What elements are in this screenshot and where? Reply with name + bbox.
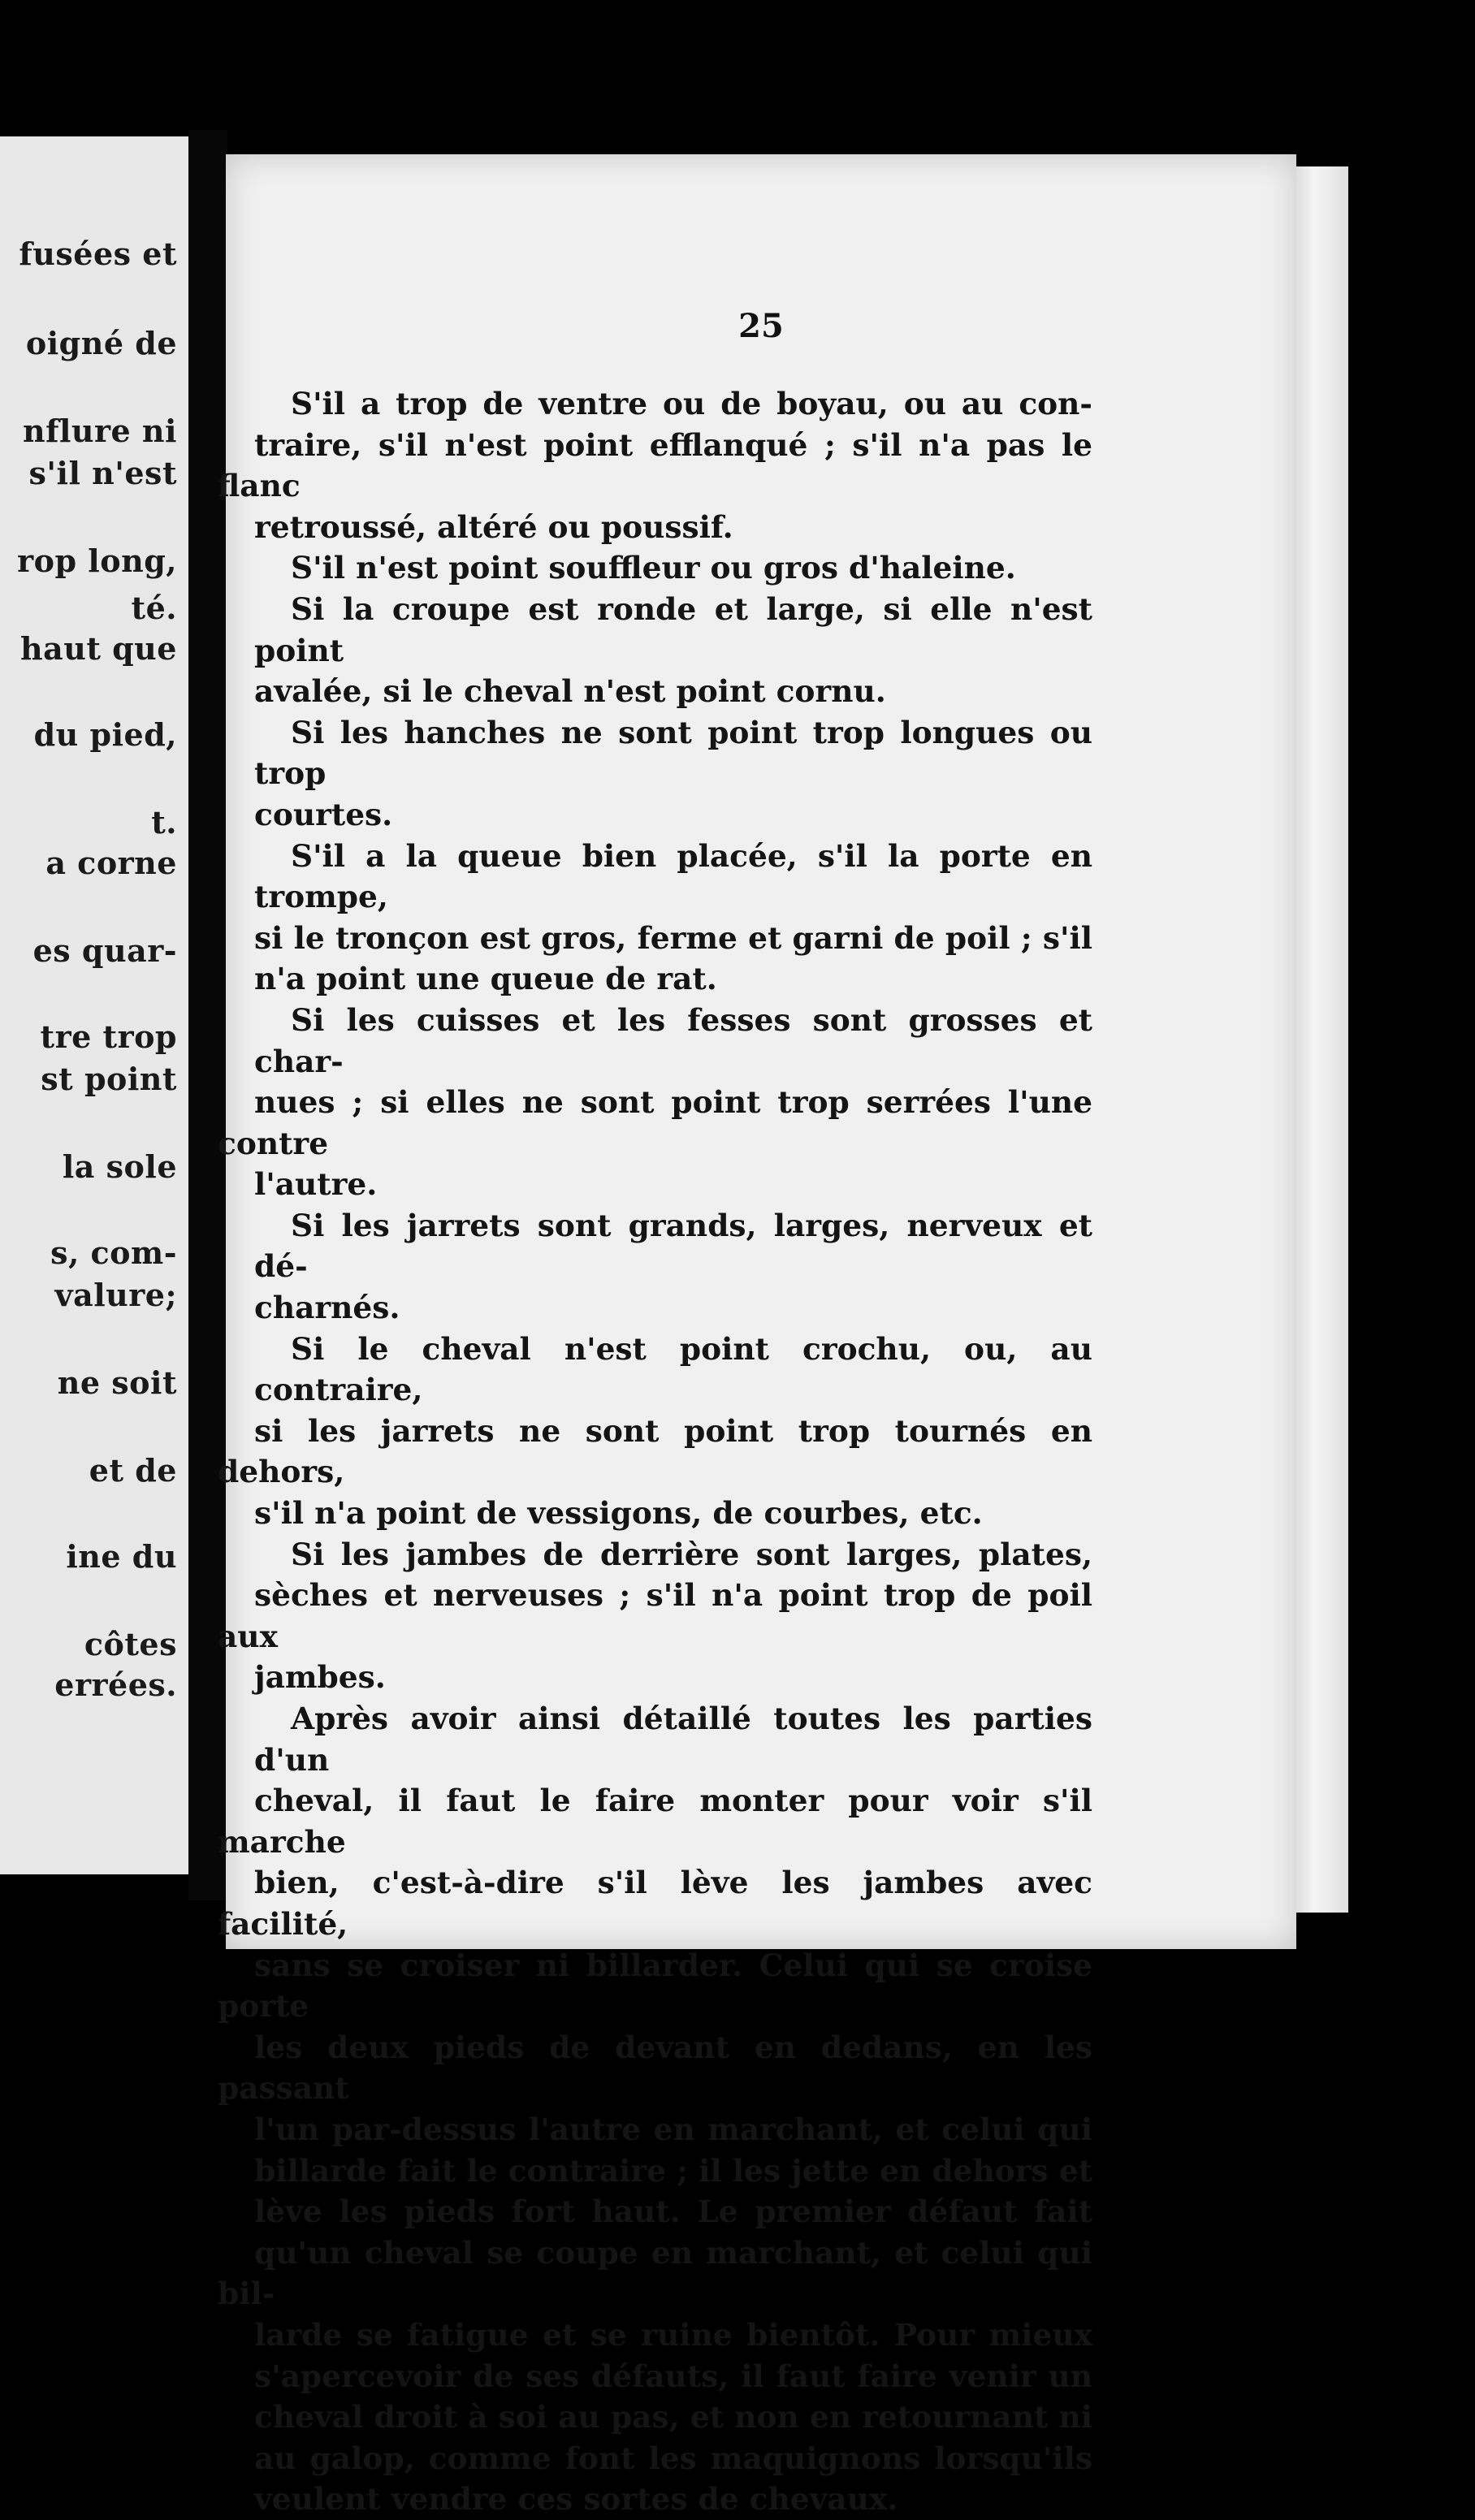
text-line: avalée, si le cheval n'est point cornu. (254, 673, 886, 710)
left-page-text-fragment: la sole (62, 1148, 177, 1185)
left-page-text-fragment: et de (89, 1452, 177, 1489)
left-page-text-fragment: errées. (54, 1666, 177, 1703)
text-line: billarde fait le contraire ; il les jette en dehors et (254, 2152, 1092, 2189)
text-line: Si les jarrets sont grands, larges, nerveux et dé- (254, 1207, 1092, 1285)
text-line: qu'un cheval se coupe en marchant, et celui qui bil- (218, 2234, 1092, 2312)
text-line: retroussé, altéré ou poussif. (254, 508, 733, 545)
text-line: larde se fatigue et se ruine bientôt. Pour mieux (254, 2316, 1092, 2353)
text-line: S'il a la queue bien placée, s'il la porte en trompe, (254, 837, 1092, 915)
text-line: charnés. (254, 1290, 400, 1326)
left-page-text-fragment: nflure ni (22, 413, 177, 449)
text-line: si le tronçon est gros, ferme et garni de poil ; s'il (254, 919, 1092, 956)
text-line: Si la croupe est ronde et large, si elle n'est point (254, 590, 1092, 668)
left-page-text-fragment: a corne (45, 845, 177, 881)
text-line: Si le cheval n'est point crochu, ou, au contraire, (254, 1330, 1092, 1408)
text-line: S'il a trop de ventre ou de boyau, ou au con- (291, 386, 1092, 421)
left-page-text-fragment: st point (41, 1061, 177, 1097)
text-line: bien, c'est-à-dire s'il lève les jambes avec facilité, (218, 1865, 1092, 1942)
text-line: n'a point une queue de rat. (254, 961, 717, 997)
paragraph (254, 836, 1092, 1000)
page-text (218, 383, 1092, 2520)
text-line: sans se croiser ni billarder. Celui qui se croise porte (218, 1947, 1092, 2025)
paragraph (218, 1000, 1092, 1205)
left-page-text-fragment: haut que (19, 630, 177, 667)
left-page-text-fragment: ine du (66, 1538, 177, 1575)
left-page-text-fragment: fusées et (19, 236, 177, 272)
text-line: jambes. (254, 1659, 386, 1696)
paragraph (218, 383, 1092, 547)
text-line: l'un par-dessus l'autre en marchant, et celui qui (254, 2111, 1092, 2147)
text-line: Si les hanches ne sont point trop longues ou trop (254, 714, 1092, 792)
text-line: Après avoir ainsi détaillé toutes les parties d'un (254, 1701, 1092, 1778)
paragraph (254, 712, 1092, 836)
text-line: S'il n'est point souffleur ou gros d'haleine. (291, 550, 1016, 586)
left-page-text-fragment: du pied, (33, 716, 177, 753)
paragraph (218, 1698, 1092, 2520)
left-page-text-fragment: valure; (54, 1277, 177, 1313)
text-line: Si les cuisses et les fesses sont grosses et char- (254, 1001, 1092, 1079)
left-page-text-fragment: tre trop (40, 1018, 177, 1055)
text-line: les deux pieds de devant en dedans, en les passant (218, 2029, 1092, 2107)
left-page-text-fragment: ne soit (57, 1364, 177, 1401)
paragraph (254, 589, 1092, 712)
left-page-text-fragment: té. (131, 590, 177, 626)
left-page-text-fragment: es quar- (32, 932, 177, 969)
left-page-text-fragment: s'il n'est (28, 455, 177, 491)
text-line: courtes. (254, 796, 393, 832)
text-line: cheval, il faut le faire monter pour voir s'il marche (218, 1783, 1092, 1860)
paragraph (254, 1205, 1092, 1329)
text-line: lève les pieds fort haut. Le premier défaut fait (254, 2194, 1092, 2230)
text-line: si les jarrets ne sont point trop tournés en dehors, (218, 1412, 1092, 1490)
text-line: veulent vendre ces sortes de chevaux. (254, 2481, 898, 2518)
paragraph (254, 547, 1092, 589)
text-line: au galop, comme font les maquignons lorsqu'ils (254, 2440, 1092, 2476)
text-line: l'autre. (254, 1166, 378, 1203)
paragraph (218, 1534, 1092, 1698)
left-page-text-fragment: rop long, (17, 542, 177, 579)
left-page (0, 136, 188, 1874)
page-edges (1291, 166, 1348, 1913)
text-line: nues ; si elles ne sont point trop serrées l'une contre (218, 1084, 1092, 1161)
left-page-text-fragment: s, com- (50, 1234, 177, 1271)
book-page (218, 154, 1296, 2518)
text-line: s'il n'a point de vessigons, de courbes, etc. (254, 1495, 983, 1532)
text-line: cheval droit à soi au pas, et non en retournant ni (254, 2399, 1092, 2436)
text-line: s'apercevoir de ses défauts, il faut faire venir un (254, 2358, 1092, 2394)
left-page-text-fragment: côtes (84, 1626, 177, 1662)
text-line: sèches et nerveuses ; s'il n'a point trop de poil aux (218, 1577, 1092, 1654)
left-page-text-fragment: t. (151, 804, 177, 841)
text-line: Si les jambes de derrière sont larges, plates, (291, 1536, 1092, 1572)
left-page-text-fragment: oigné de (25, 325, 177, 361)
text-line: traire, s'il n'est point efflanqué ; s'il n'a pas le flanc (218, 426, 1092, 504)
page-number: 25 (738, 307, 784, 345)
paragraph (218, 1329, 1092, 1534)
